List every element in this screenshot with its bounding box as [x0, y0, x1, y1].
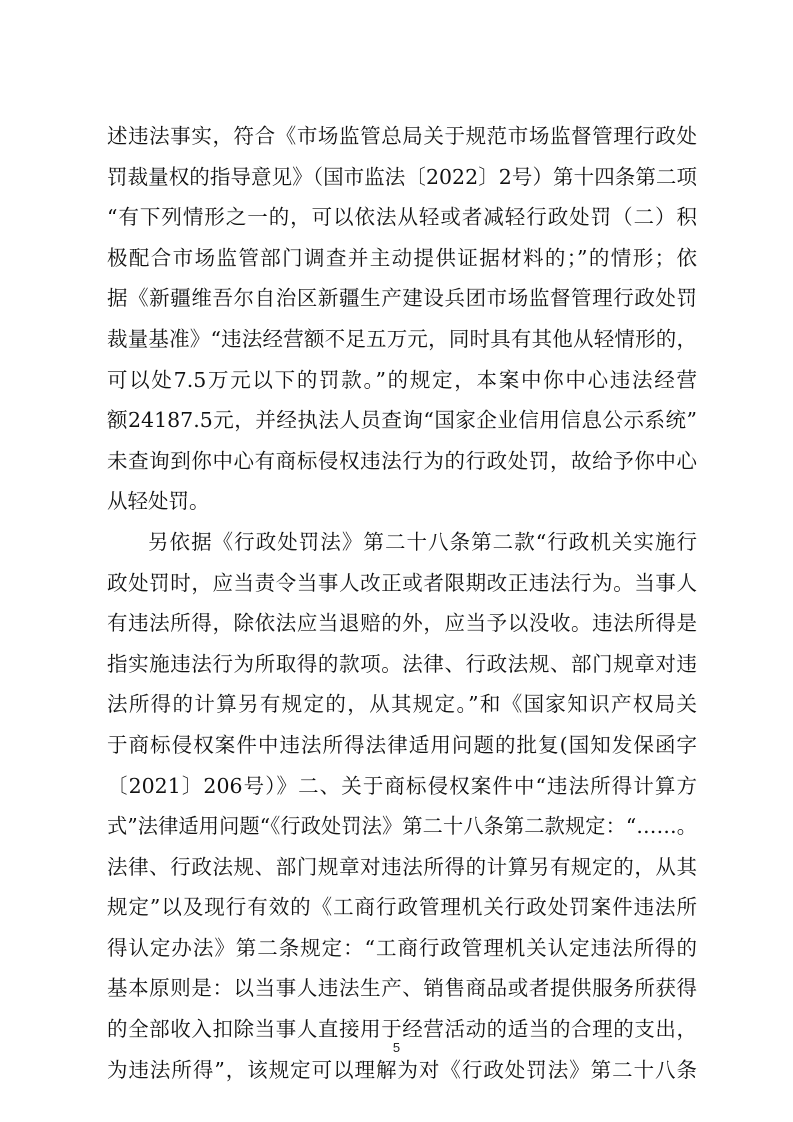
text-line: 基本原则是：以当事人违法生产、销售商品或者提供服务所获得	[107, 976, 697, 1001]
text-line: 从轻处罚。	[107, 489, 210, 514]
page-number: 5	[392, 1040, 401, 1055]
body-text	[107, 116, 697, 1090]
text-line: 罚裁量权的指导意见》（国市监法〔2022〕2号）第十四条第二项	[107, 164, 697, 189]
text-line: 另依据《行政处罚法》第二十八条第二款“行政机关实施行	[148, 529, 697, 554]
text-line: 式”法律适用问题“《行政处罚法》第二十八条第二款规定：“……。	[107, 814, 697, 839]
text-line: 有违法所得，除依法应当退赔的外，应当予以没收。违法所得是	[107, 611, 697, 636]
text-line: 为违法所得”，该规定可以理解为对《行政处罚法》第二十八条	[107, 1057, 697, 1082]
text-line: 于商标侵权案件中违法所得法律适用问题的批复(国知发保函字	[107, 732, 697, 757]
text-line: 政处罚时，应当责令当事人改正或者限期改正违法行为。当事人	[107, 570, 697, 595]
text-line: 指实施违法行为所取得的款项。法律、行政法规、部门规章对违	[107, 651, 697, 676]
text-line: 额24187.5元，并经执法人员查询“国家企业信用信息公示系统”	[107, 408, 697, 433]
text-line: 据《新疆维吾尔自治区新疆生产建设兵团市场监督管理行政处罚	[107, 286, 697, 311]
paragraph-1	[107, 116, 697, 522]
text-line: 极配合市场监管部门调查并主动提供证据材料的；”的情形；依	[107, 245, 697, 270]
text-line: 〔2021〕206号）》二、关于商标侵权案件中“违法所得计算方	[107, 773, 697, 798]
text-line: 可以处7.5万元以下的罚款。”的规定，本案中你中心违法经营	[107, 367, 697, 392]
paragraph-2	[107, 522, 697, 1090]
text-line: 法所得的计算另有规定的，从其规定。”和《国家知识产权局关	[107, 692, 697, 717]
text-line: 裁量基准》“违法经营额不足五万元，同时具有其他从轻情形的，	[107, 326, 697, 351]
text-line: 规定”以及现行有效的《工商行政管理机关行政处罚案件违法所	[107, 895, 697, 920]
text-line: 得认定办法》第二条规定：“工商行政管理机关认定违法所得的	[107, 935, 697, 960]
text-line: 未查询到你中心有商标侵权违法行为的行政处罚，故给予你中心	[107, 448, 697, 473]
text-line: 的全部收入扣除当事人直接用于经营活动的适当的合理的支出，	[107, 1017, 697, 1042]
text-line: 法律、行政法规、部门规章对违法所得的计算另有规定的，从其	[107, 854, 697, 879]
text-line: 述违法事实，符合《市场监管总局关于规范市场监督管理行政处	[107, 124, 697, 148]
text-line: “有下列情形之一的，可以依法从轻或者减轻行政处罚（二）积	[107, 205, 697, 230]
